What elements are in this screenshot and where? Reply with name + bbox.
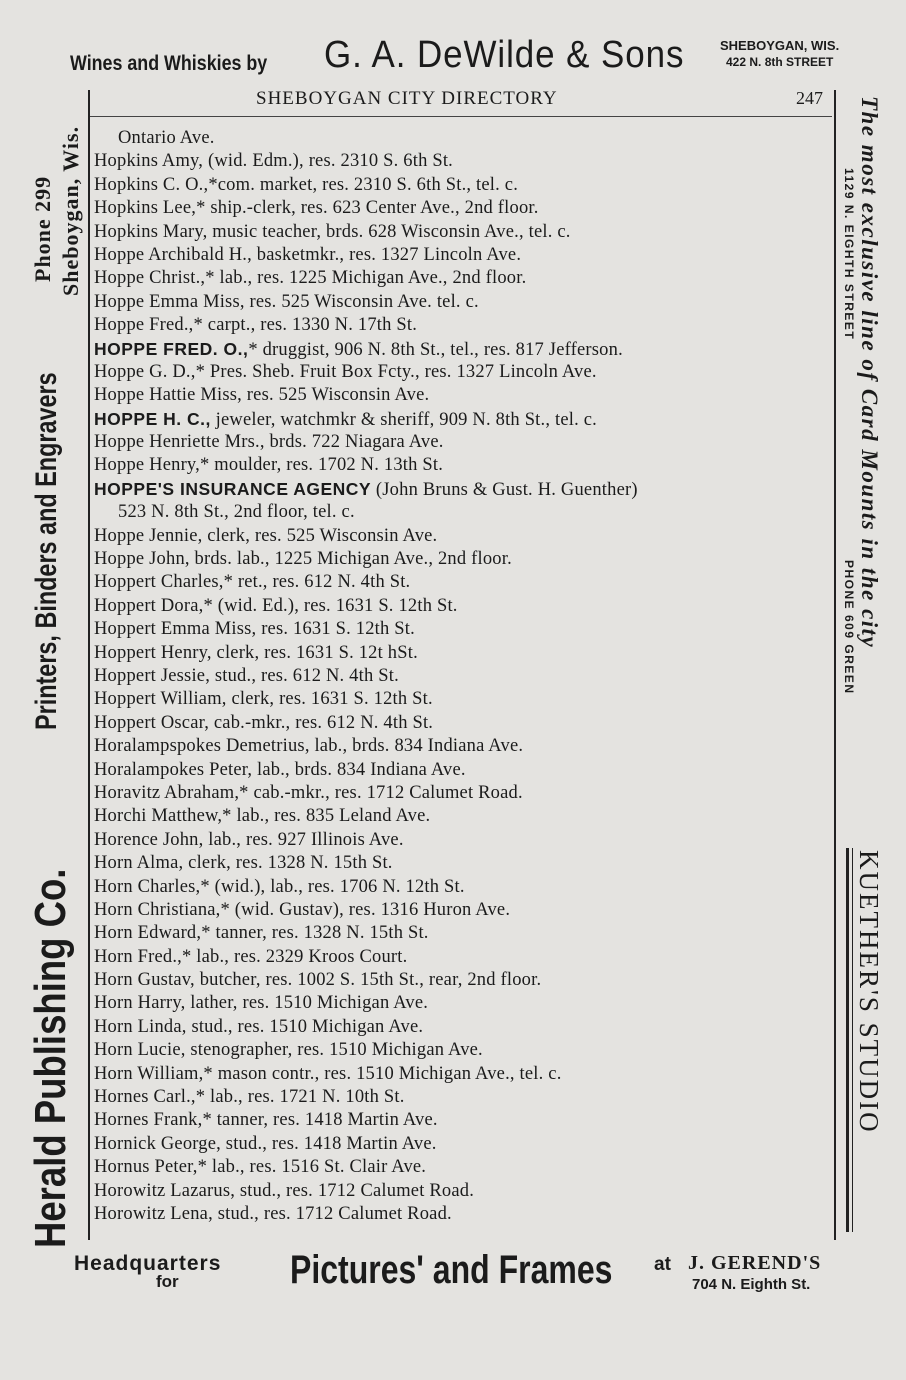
directory-entry [94, 1109, 834, 1132]
top-ad-city: SHEBOYGAN, WIS. [720, 38, 840, 53]
entry-text: Hoppert Charles,* ret., res. 612 N. 4th St. [94, 572, 411, 593]
bottom-ad-merchant: J. GEREND'S [688, 1252, 822, 1274]
page-title: SHEBOYGAN CITY DIRECTORY [256, 88, 558, 109]
entry-text: Horowitz Lazarus, stud., res. 1712 Calumet Road. [94, 1180, 475, 1201]
bottom-ad-at: at [654, 1254, 671, 1275]
directory-entry [94, 595, 834, 618]
directory-entry [94, 876, 834, 899]
directory-entry [94, 735, 834, 758]
directory-entry [94, 852, 834, 875]
entry-text: Hornick George, stud., res. 1418 Martin Ave. [94, 1133, 437, 1154]
directory-entry [94, 221, 834, 244]
entry-text: Hopkins Mary, music teacher, brds. 628 Wisconsin Ave., tel. c. [94, 221, 571, 242]
directory-entry [94, 665, 834, 688]
directory-entry [94, 1156, 834, 1179]
entry-text: Hoppe Hattie Miss, res. 525 Wisconsin Ave. [94, 385, 430, 406]
directory-entry [94, 501, 834, 524]
entry-text: Ontario Ave. [118, 128, 215, 148]
directory-entry [94, 291, 834, 314]
entry-text: Hoppe Henry,* moulder, res. 1702 N. 13th St. [94, 455, 444, 476]
entry-text: Hoppert Oscar, cab.-mkr., res. 612 N. 4th St. [94, 712, 434, 733]
directory-entry [94, 1086, 834, 1109]
directory-entry [94, 688, 834, 711]
bottom-ad-headquarters: Headquarters [74, 1252, 222, 1275]
entry-bold-name: HOPPE H. C., [94, 408, 211, 429]
entry-text: Horchi Matthew,* lab., res. 835 Leland Ave. [94, 806, 431, 827]
directory-entry [94, 946, 834, 969]
entry-text: Horn Alma, clerk, res. 1328 N. 15th St. [94, 853, 393, 874]
directory-entry [94, 267, 834, 290]
entry-text: Hoppe John, brds. lab., 1225 Michigan Ave., 2nd floor. [94, 549, 512, 570]
bottom-advertisement [0, 1246, 906, 1306]
entry-text: Hornus Peter,* lab., res. 1516 St. Clair Ave. [94, 1157, 427, 1178]
entry-text: Hoppe Jennie, clerk, res. 525 Wisconsin Ave. [94, 525, 438, 546]
entry-text: Hopkins Lee,* ship.-clerk, res. 623 Center Ave., 2nd floor. [94, 198, 539, 219]
directory-entry [94, 431, 834, 454]
top-advertisement [0, 28, 906, 84]
directory-entry [94, 1063, 834, 1086]
directory-entry [94, 922, 834, 945]
directory-entry [94, 384, 834, 407]
entry-text: Hoppert William, clerk, res. 1631 S. 12th St. [94, 689, 433, 710]
entry-text: Hoppert Emma Miss, res. 1631 S. 12th St. [94, 619, 415, 640]
left-ad-phone: Phone 299 [30, 175, 55, 282]
entry-text: Hoppe Archibald H., basketmkr., res. 1327 Lincoln Ave. [94, 244, 522, 265]
bottom-ad-for: for [156, 1272, 179, 1291]
entry-text: Horn William,* mason contr., res. 1510 Michigan Ave., tel. c. [94, 1063, 562, 1084]
entry-text: Horn Fred.,* lab., res. 2329 Kroos Court. [94, 946, 408, 967]
entry-text: Hoppert Henry, clerk, res. 1631 S. 12t hSt. [94, 642, 418, 663]
entry-text: jeweler, watchmkr & sheriff, 909 N. 8th St., tel. c. [210, 409, 597, 430]
entry-text: Hopkins Amy, (wid. Edm.), res. 2310 S. 6th St. [94, 151, 453, 172]
page-number: 247 [796, 88, 823, 108]
left-ad-company: Herald Publishing Co. [26, 868, 75, 1248]
studio-rule [846, 848, 849, 1232]
top-ad-firm-name: G. A. DeWilde & Sons [324, 34, 685, 76]
directory-entry [94, 244, 834, 267]
entry-text: Hoppe Christ.,* lab., res. 1225 Michigan Ave., 2nd floor. [94, 268, 527, 289]
entry-bold-name: HOPPE FRED. O., [94, 338, 249, 359]
directory-entry [94, 992, 834, 1015]
directory-entry [94, 712, 834, 735]
entry-text: (John Bruns & Gust. H. Guenther) [371, 479, 638, 500]
entry-text: * druggist, 906 N. 8th St., tel., res. 817 Jefferson. [248, 339, 623, 360]
directory-entry [94, 571, 834, 594]
entry-text: Horn Lucie, stenographer, res. 1510 Michigan Ave. [94, 1040, 483, 1061]
entry-text: Horalampokes Peter, lab., brds. 834 Indiana Ave. [94, 759, 466, 780]
directory-entry [94, 899, 834, 922]
header-rule [90, 116, 832, 117]
entry-text: Hoppert Jessie, stud., res. 612 N. 4th St. [94, 665, 399, 686]
entry-text: Hoppe Fred.,* carpt., res. 1330 N. 17th St. [94, 315, 418, 336]
directory-entry [94, 408, 834, 431]
directory-entry [94, 642, 834, 665]
directory-entry [94, 174, 834, 197]
directory-entry [94, 478, 834, 501]
right-ad-phone: PHONE 609 GREEN [842, 560, 856, 695]
directory-entry [94, 548, 834, 571]
left-ad-trades: Printers, Binders and Engravers [30, 372, 63, 730]
entry-text: Horavitz Abraham,* cab.-mkr., res. 1712 Calumet Road. [94, 782, 523, 803]
right-ad-studio: KUETHER'S STUDIO [854, 850, 884, 1134]
right-ad-address: 1129 N. EIGHTH STREET [842, 168, 856, 341]
top-ad-street: 422 N. 8th STREET [726, 55, 834, 69]
directory-entry [94, 805, 834, 828]
entry-text: Horalampspokes Demetrius, lab., brds. 834 Indiana Ave. [94, 736, 524, 757]
directory-entry [94, 454, 834, 477]
entry-text: Hoppert Dora,* (wid. Ed.), res. 1631 S. 12th St. [94, 595, 458, 616]
bottom-ad-address: 704 N. Eighth St. [692, 1276, 811, 1293]
entry-text: Horn Gustav, butcher, res. 1002 S. 15th St., rear, 2nd floor. [94, 970, 542, 991]
entry-bold-name: HOPPE'S INSURANCE AGENCY [94, 478, 372, 499]
entry-text: Horn Christiana,* (wid. Gustav), res. 1316 Huron Ave. [94, 899, 511, 920]
entry-text: 523 N. 8th St., 2nd floor, tel. c. [118, 502, 355, 523]
directory-entry [94, 150, 834, 173]
bottom-ad-pictures: Pictures' and Frames [290, 1248, 613, 1292]
directory-entry [94, 127, 834, 150]
entry-text: Horn Harry, lather, res. 1510 Michigan Ave. [94, 993, 429, 1014]
entry-text: Hoppe Henriette Mrs., brds. 722 Niagara Ave. [94, 432, 444, 453]
directory-entry [94, 197, 834, 220]
entry-text: Horn Charles,* (wid.), lab., res. 1706 N. 12th St. [94, 876, 465, 897]
directory-entry [94, 1016, 834, 1039]
entry-text: Hornes Frank,* tanner, res. 1418 Martin Ave. [94, 1110, 438, 1131]
directory-entry [94, 314, 834, 337]
left-ad-city: Sheboygan, Wis. [58, 125, 83, 296]
directory-entry [94, 618, 834, 641]
directory-entry [94, 525, 834, 548]
entry-text: Hornes Carl.,* lab., res. 1721 N. 10th St. [94, 1087, 405, 1108]
right-ad-slogan: The most exclusive line of Card Mounts in the city [857, 96, 882, 649]
entry-text: Horn Linda, stud., res. 1510 Michigan Ave. [94, 1016, 424, 1037]
entry-text: Horence John, lab., res. 927 Illinois Ave. [94, 829, 404, 850]
directory-entry [94, 1203, 834, 1226]
directory-listings [94, 127, 834, 1226]
directory-entry [94, 361, 834, 384]
entry-text: Hoppe Emma Miss, res. 525 Wisconsin Ave. tel. c. [94, 291, 479, 312]
entry-text: Hopkins C. O.,*com. market, res. 2310 S. 6th St., tel. c. [94, 174, 519, 195]
directory-entry [94, 759, 834, 782]
top-ad-tagline: Wines and Whiskies by [70, 52, 268, 75]
directory-entry [94, 338, 834, 361]
directory-entry [94, 829, 834, 852]
directory-entry [94, 1180, 834, 1203]
directory-entry [94, 1039, 834, 1062]
directory-entry [94, 782, 834, 805]
entry-text: Horn Edward,* tanner, res. 1328 N. 15th St. [94, 923, 429, 944]
entry-text: Horowitz Lena, stud., res. 1712 Calumet Road. [94, 1203, 452, 1224]
entry-text: Hoppe G. D.,* Pres. Sheb. Fruit Box Fcty., res. 1327 Lincoln Ave. [94, 361, 597, 382]
directory-entry [94, 1133, 834, 1156]
directory-entry [94, 969, 834, 992]
